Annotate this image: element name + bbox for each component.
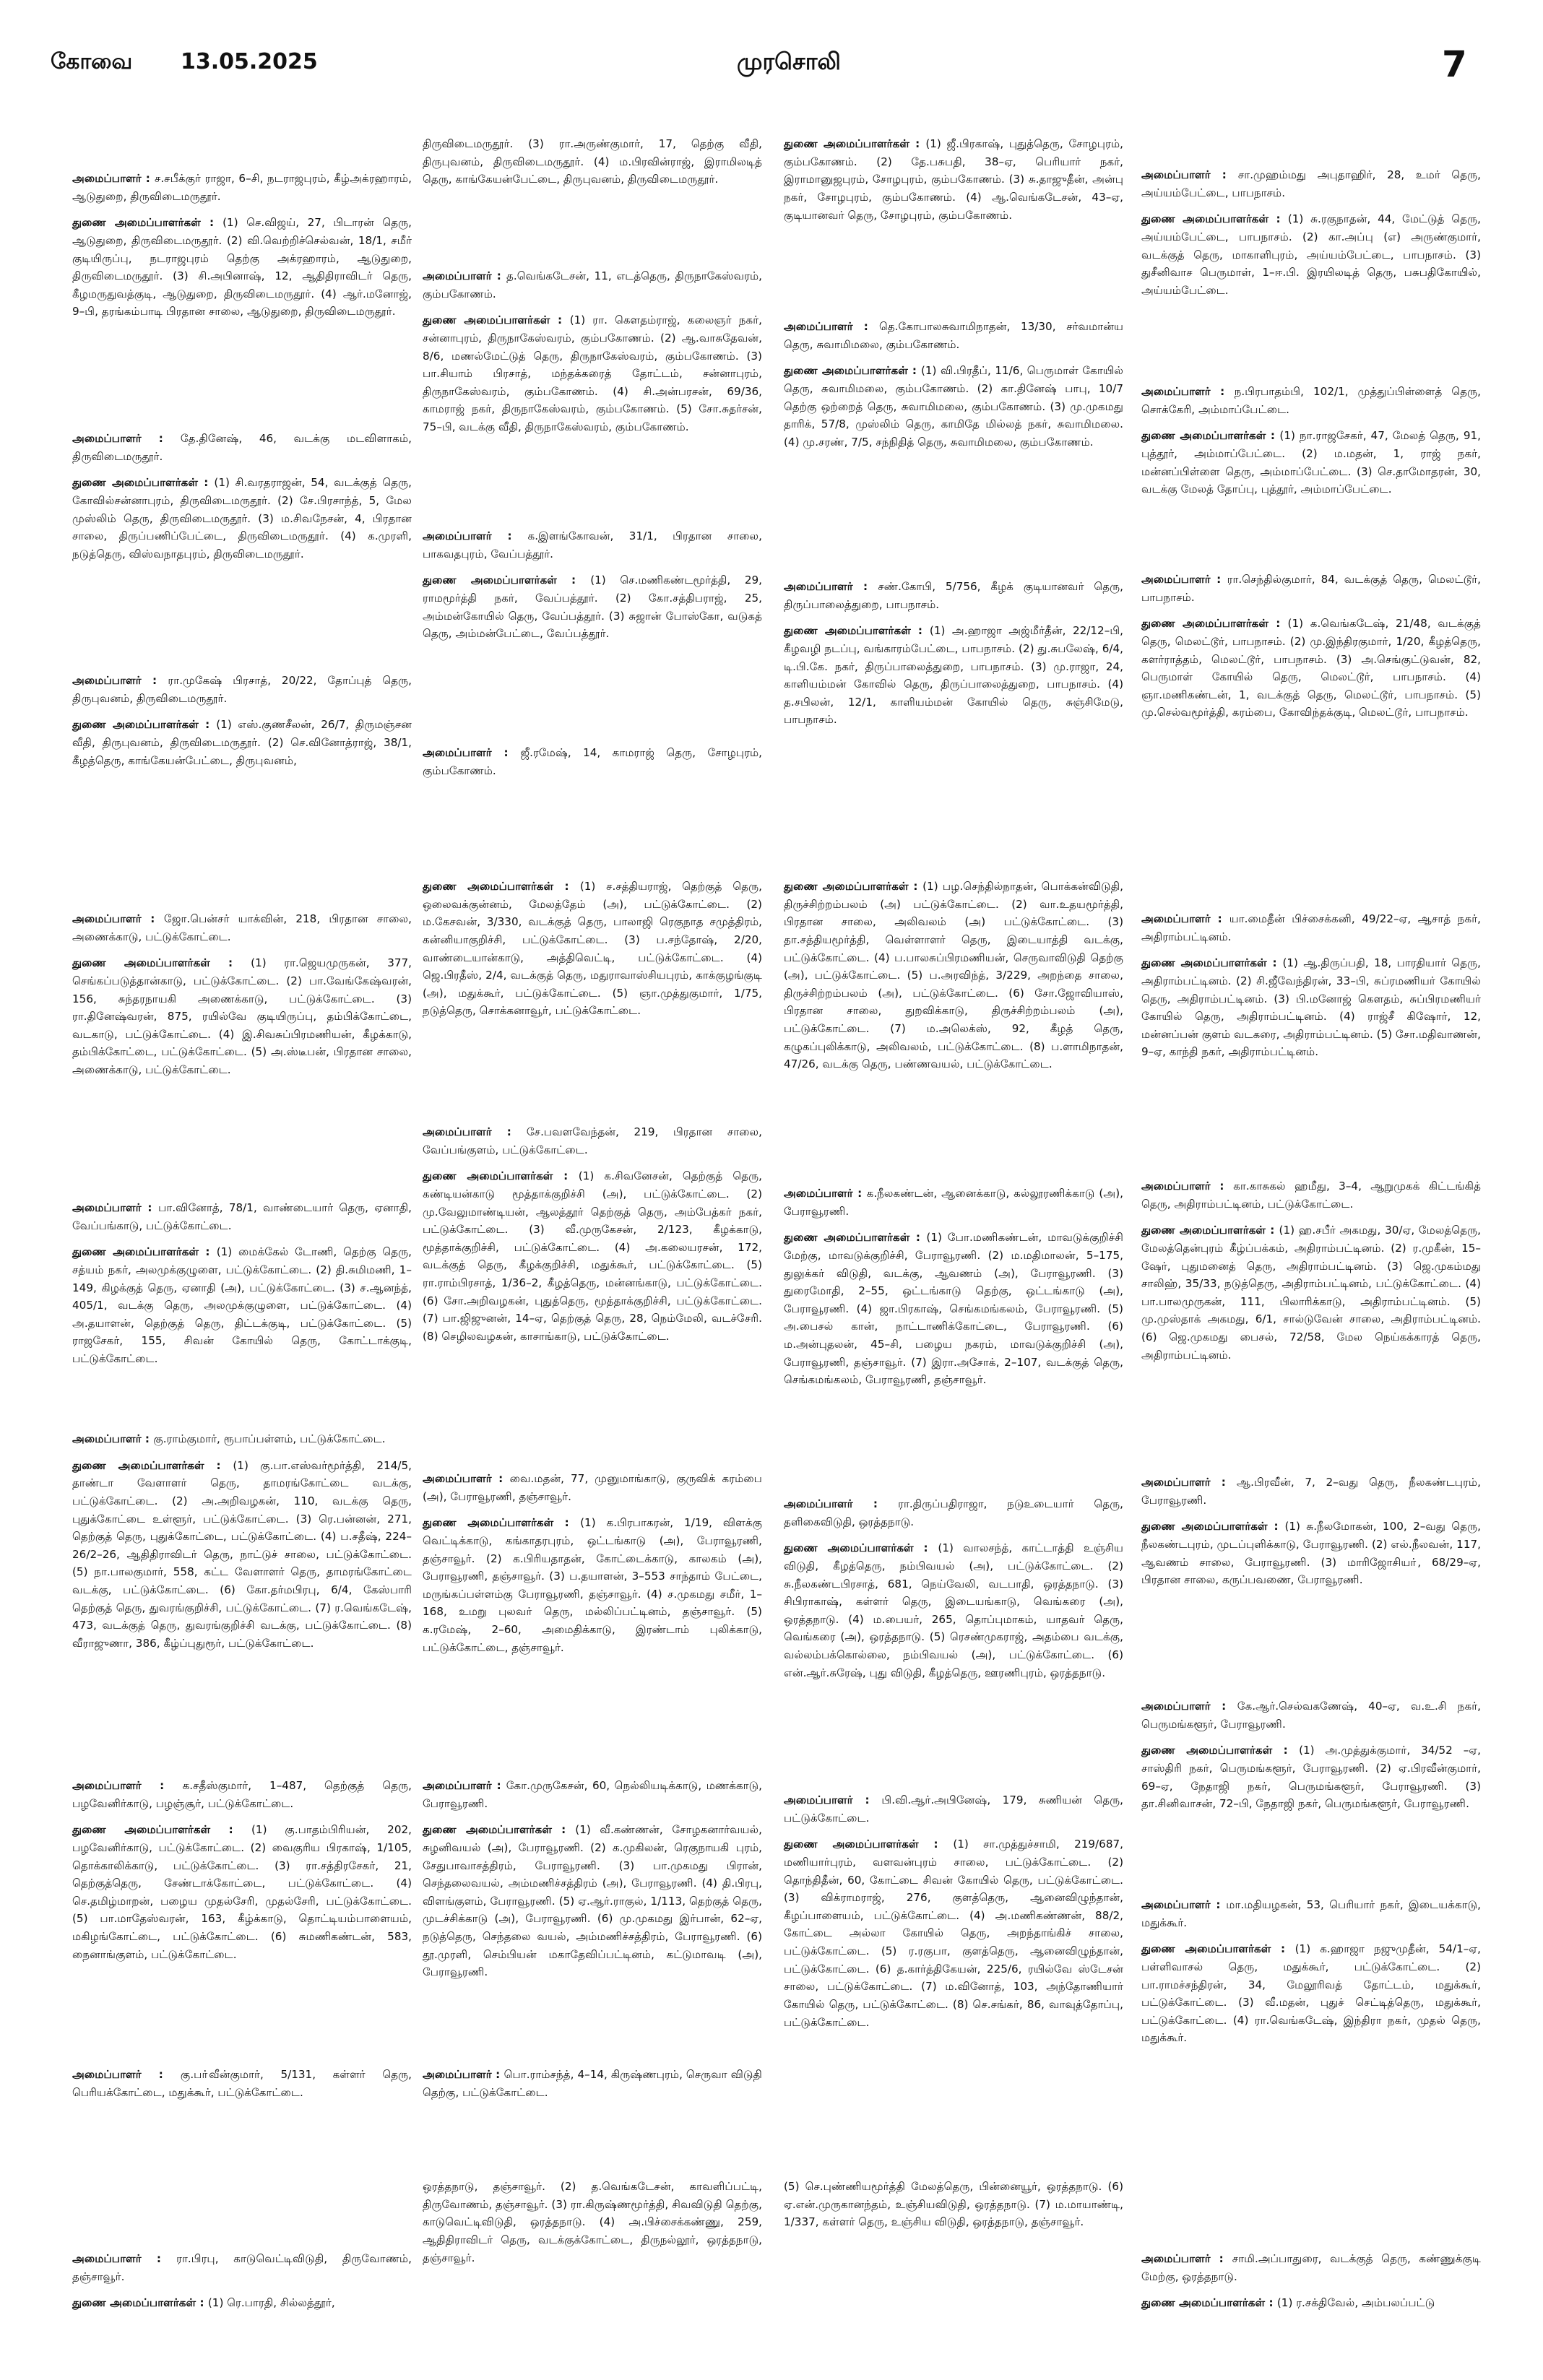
- listing-block: [784, 878, 1123, 1082]
- listing-paragraph-primary: [423, 1777, 762, 1812]
- listing-paragraph-primary: [1141, 571, 1481, 606]
- role-label: துணை அமைப்பாளர்கள் :: [1141, 1520, 1285, 1533]
- listing-text: ரா.திருப்பதிராஜா, நடுஉடையார் தெரு, தளிகைவிடுதி, ஒரத்தநாடு.: [784, 1497, 1123, 1528]
- listing-block: [72, 672, 412, 778]
- listing-paragraph-secondary: [784, 1229, 1123, 1389]
- listing-text: தெ.கோபாலசுவாமிநாதன், 13/30, சர்வமான்ய தெரு, சுவாமிமலை, கும்பகோணம்.: [784, 320, 1123, 351]
- listing-paragraph-secondary: [1141, 1741, 1481, 1813]
- listing-paragraph-secondary: [1141, 615, 1481, 722]
- listing-paragraph-primary: [72, 430, 412, 465]
- listing-paragraph-secondary: [72, 1243, 412, 1367]
- listing-paragraph-primary: [1141, 383, 1481, 418]
- masthead: [0, 0, 1543, 87]
- listing-text: (1) வி.பிரதீப், 11/6, பெருமாள் கோயில் தெரு, சுவாமிமலை, கும்பகோணம். (2) கா.தினேஷ் பாபு, 10/7 தெற்கு ஒற்றைத் தெரு, சுவாமிமலை, கும்பகோணம். (3) மு.முகமது தாரிக், 57/8, முஸ்லிம் தெரு, காமிதே மில்லத் நகர், சுவாமிமலை. (4) மு.சரண், 7/5, சந்நிதித் தெரு, சுவாமிமலை, கும்பகோணம்.: [784, 364, 1123, 449]
- role-label: துணை அமைப்பாளர்கள் :: [72, 1458, 233, 1472]
- role-label: துணை அமைப்பாளர்கள் :: [72, 1823, 251, 1837]
- role-label: அமைப்பாளர் :: [1141, 1898, 1227, 1911]
- listing-paragraph-secondary: [784, 1539, 1123, 1682]
- listing-text: (1) சு.நீலமோகன், 100, 2–வது தெரு, நீலகண்டபுரம், முடப்புளிக்காடு, பேராவூரணி. (2) எல்.நீலவன், 117, ஆவணம் சாலை, பேராவூரணி. (3) மாரிஜோசியா், 68/29–ஏ, பிரதான சாலை, கருப்பவணை, பேராவூரணி.: [1141, 1520, 1482, 1587]
- listing-text: (1) ரா. கௌதம்ராஜ், கலைஞர் நகர், சன்னாபுரம், திருநாகேஸ்வரம், கும்பகோணம். (2) ஆ.வாசுதேவன், 8/6, மணல்மேட்டுத் தெரு, திருநாகேஸ்வரம், கும்பகோணம். (3) பா.சியாம் பிரசாத், மந்தக்கரைத் தோட்டம், சன்னாபுரம், திருநாகேஸ்வரம், கும்பகோணம். (4) சி.அன்பரசன், 69/36, காமராஜ் நகர், திருநாகேஸ்வரம், கும்பகோணம். (5) சோ.சுதர்சன், 75–பி, வடக்கு வீதி, திருநாகேஸ்வரம், கும்பகோணம்.: [423, 313, 762, 433]
- role-label: அமைப்பாளர் :: [1141, 2252, 1232, 2265]
- listing-text: (1) ரா.ஜெயமுருகன், 377, செங்கப்படுத்தான்காடு, பட்டுக்கோட்டை. (2) பா.வேங்கேஷ்வரன், 156, சுந்தரநாயகி அணைக்காடு, பட்டுக்கோட்டை. (3) ரா.தினேஷ்வரன், 875, ரயில்வே குடியிருப்பு, தம்பிக்கோட்டை, வடகாடு, பட்டுக்கோட்டை. (4) இ.சிவசுப்பிரமணியன், கீழக்காடு, தம்பிக்கோட்டை, பட்டுக்கோட்டை. (5) அ.ஸ்டீபன், பிரதான சாலை, அணைக்காடு, பட்டுக்கோட்டை.: [72, 956, 412, 1076]
- listing-block: [423, 1470, 762, 1665]
- role-label: அமைப்பாளர் :: [72, 2252, 177, 2265]
- listing-paragraph-secondary: [423, 311, 762, 436]
- listing-paragraph-primary: [1141, 166, 1481, 202]
- listing-text: பி.வி.ஆர்.அபினேஷ், 179, சுணியன் தெரு, பட்டுக்கோட்டை.: [784, 1793, 1123, 1825]
- listing-block: [72, 1430, 412, 1661]
- role-label: அமைப்பாளர் :: [1141, 573, 1227, 586]
- listing-block: [1141, 1177, 1481, 1372]
- listing-paragraph-primary: [423, 744, 762, 779]
- role-label: அமைப்பாளர் :: [1141, 1180, 1234, 1193]
- newspaper-name: முரசொலி: [737, 48, 841, 75]
- role-label: துணை அமைப்பாளர்கள் :: [72, 718, 217, 732]
- listing-text: (1) நா.ராஜசேகர், 47, மேலத் தெரு, 91, புத்தூர், அம்மாப்பேட்டை. (2) ம.மதன், 1, ராஜ் நகர், மன்னப்பிள்ளை தெரு, அம்மாப்பேட்டை. (3) செ.தாமோதரன், 30, வடக்கு மேலத் தோப்பு, புத்தூர், அம்மாப்பேட்டை.: [1141, 429, 1481, 496]
- role-label: துணை அமைப்பாளர்கள் :: [784, 137, 926, 150]
- listing-text: (1) ஆ.திருப்பதி, 18, பாரதியார் தெரு, அதிராம்பட்டினம். (2) சி.ஜீவேந்திரன், 33–பி, சுப்ரமணியர் கோயில் தெரு, அதிராம்பட்டினம். (3) பி.மனோஜ் கௌதம், சுப்பிரமணியர் கோயில் தெரு, அதிராம்பட்டினம். (4) ராஜ்சீ கிஷோர், 12, மன்னப்பன் குளம் வடகரை, அதிராம்பட்டினம். (5) சோ.மதிவாணன், 9–ஏ, காந்தி நகர், அதிராம்பட்டினம்.: [1141, 956, 1481, 1059]
- listing-text: மா.மதியழகன், 53, பெரியார் நகர், இடையக்காடு, மதுக்கூர்.: [1141, 1898, 1481, 1929]
- listing-block: [423, 1123, 762, 1354]
- listing-paragraph-primary: [423, 1123, 762, 1159]
- role-label: அமைப்பாளர் :: [784, 1793, 882, 1806]
- listing-text: சா.முஹம்மது அபுதாஹிர், 28, உமர் தெரு, அய்யம்பேட்டை, பாபநாசம்.: [1141, 168, 1481, 199]
- listing-block: [1141, 1896, 1481, 2056]
- listing-text: கே.ஆர்.செல்வகணேஷ், 40–ஏ, வ.உ.சி நகர், பெருமங்களூர், பேராவூரணி.: [1141, 1700, 1481, 1731]
- listing-paragraph-primary: [72, 910, 412, 945]
- listing-text: ச.சபீக்குர் ராஜா, 6–சி, நடராஜபுரம், கீழ்அக்ரஹாரம், ஆடுதுறை, திருவிடைமருதூர்.: [72, 172, 412, 203]
- role-label: அமைப்பாளர் :: [1141, 168, 1238, 181]
- role-label: துணை அமைப்பாளர்கள் :: [784, 880, 923, 893]
- role-label: துணை அமைப்பாளர்கள் :: [784, 364, 921, 378]
- listing-block: [423, 1777, 762, 1990]
- role-label: அமைப்பாளர் :: [72, 1432, 154, 1445]
- role-label: அமைப்பாளர் :: [423, 1472, 510, 1485]
- listing-block: [784, 1495, 1123, 1690]
- listing-paragraph-primary: [784, 318, 1123, 353]
- listing-block: [72, 430, 412, 571]
- role-label: துணை அமைப்பாளர்கள் :: [1141, 956, 1283, 970]
- listing-paragraph-primary: [72, 1777, 412, 1812]
- listing-block: [72, 1199, 412, 1377]
- listing-block: [784, 135, 1123, 233]
- listing-text: யா.மைதீன் பிச்சைக்கனி, 49/22–ஏ, ஆசாத் நகர், அதிராம்பட்டினம்.: [1141, 912, 1481, 943]
- listing-block: [1141, 166, 1481, 308]
- listing-paragraph-primary: [72, 1430, 412, 1448]
- listing-text: (1) க.வெங்கடேஷ், 21/48, வடக்குத் தெரு, மெலட்டூர், பாபநாசம். (2) மு.இந்திரகுமார், 1/20, கீழத்தெரு, களர்ராத்தம், மெலட்டூர், பாபநாசம். (3) அ.செங்குட்டுவன், 82, பெருமாள் கோயில் தெரு, மெலட்டூர், பாபநாசம். (4) ஞா.மணிகண்டன், 1, வடக்குத் தெரு, மெலட்டூர், பாபநாசம். (5) மு.செல்வமூர்த்தி, கரம்பை, கோவிந்தக்குடி, மெலட்டூர், பாபநாசம்.: [1141, 617, 1481, 719]
- role-label: அமைப்பாளர் :: [423, 2068, 504, 2081]
- listing-text: தே.தினேஷ், 46, வடக்கு மடவிளாகம், திருவிடைமருதூர்.: [72, 432, 412, 463]
- listing-paragraph-primary: [784, 1185, 1123, 1220]
- listing-block: [423, 135, 762, 197]
- listing-text: ஜோ.பென்சர் யாக்வின், 218, பிரதான சாலை, அணைக்காடு, பட்டுக்கோட்டை.: [72, 912, 412, 943]
- listing-paragraph-primary: [72, 2066, 412, 2101]
- listing-text: பொ.ராம்சந்த், 4–14, கிருஷ்ணபுரம், செருவா விடுதி தெற்கு, பட்டுக்கோட்டை.: [423, 2068, 762, 2099]
- page-number: 7: [1442, 43, 1467, 85]
- listing-block: [72, 2066, 412, 2110]
- listing-text: கா.காசுகல் ஹமீது, 3–4, ஆறுமுகக் கிட்டங்கித் தெரு, அதிராம்பட்டினம், பட்டுக்கோட்டை.: [1141, 1180, 1481, 1211]
- role-label: துணை அமைப்பாளர்கள் :: [1141, 1744, 1300, 1757]
- listing-block: [1141, 910, 1481, 1070]
- listing-paragraph-primary: [423, 878, 762, 1020]
- role-label: அமைப்பாளர் :: [72, 2068, 181, 2081]
- listing-paragraph-secondary: [72, 954, 412, 1078]
- listing-paragraph-secondary: [72, 214, 412, 321]
- role-label: துணை அமைப்பாளர்கள் :: [1141, 1224, 1279, 1237]
- listing-paragraph-secondary: [1141, 210, 1481, 299]
- listing-text: த.வெங்கடேசன், 11, எடத்தெரு, திருநாகேஸ்வரம், கும்பகோணம்.: [423, 269, 762, 300]
- listing-paragraph-primary: [72, 1199, 412, 1234]
- listing-paragraph-secondary: [72, 474, 412, 563]
- role-label: துணை அமைப்பாளர்கள் :: [784, 1838, 954, 1851]
- role-label: துணை அமைப்பாளர்கள் :: [784, 1231, 927, 1245]
- role-label: அமைப்பாளர் :: [1141, 385, 1235, 398]
- listing-paragraph-primary: [423, 527, 762, 563]
- listing-text: (1) செ.மணிகண்டமூர்த்தி, 29, ராமமூர்த்தி நகர், வேப்பத்தூர். (2) கோ.சத்திபராஜ், 25, அம்மன்கோயில் தெரு, வேப்பத்தூர். (3) சுஜான் போஸ்கோ, வடுகத் தெரு, அம்மன்பேட்டை, வேப்பத்தூர்.: [423, 574, 762, 641]
- listing-paragraph-primary: [72, 170, 412, 205]
- listing-paragraph-primary: [423, 1470, 762, 1505]
- listing-text: (1) எஸ்.குணசீலன், 26/7, திருமஞ்சன வீதி, திருபுவனம், திருவிடைமருதூர். (2) செ.வினோத்ராஜ், 38/1, கீழத்தெரு, காங்கேயன்பேட்டை, திருபுவனம்,: [72, 718, 412, 767]
- role-label: அமைப்பாளர் :: [423, 1779, 506, 1792]
- listing-text: (1) ஹ.சபீர் அகமது, 30/ஏ, மேலத்தெரு, மேலத்தென்புரம் கீழ்ப்பக்கம், அதிராம்பட்டினம். (2) ர.முகீன், 15–ஷேர், புதுமனைத் தெரு, அதிராம்பட்டினம். (3) ஜெ.முகம்மது சாலிஹ், 35/33, நடுத்தெரு, அதிராம்பட்டினம், பட்டுக்கோட்டை. (4) பா.பாலமுருகன், 111, பிலாரிக்காடு, அதிராம்பட்டினம். (5) மு.முஸ்தாக் அகமது, 6/1, சால்டுவேன் சாலை, அதிராம்பட்டினம். (6) ஜெ.முகமது பைசல், 72/58, மேல நெய்கக்காரத் தெரு, அதிராம்பட்டினம்.: [1141, 1224, 1482, 1362]
- listing-text: ந.பிரபாதம்பி, 102/1, முத்துப்பிள்ளைத் தெரு, சொக்கேரி, அம்மாப்பேட்டை.: [1141, 385, 1481, 416]
- edition-city: கோவை: [51, 49, 133, 74]
- role-label: அமைப்பாளர் :: [72, 432, 181, 445]
- listing-paragraph-secondary: [784, 1835, 1123, 2031]
- listing-paragraph-primary: [423, 2066, 762, 2101]
- listing-paragraph-primary: [423, 2178, 762, 2267]
- listing-text: (1) போ.மணிகண்டன், மாவடுக்குறிச்சி மேற்கு, மாவடுக்குறிச்சி, பேராவூரணி. (2) ம.மதிமாலன், 5–175, துலுக்கர் விடுதி, வடக்கு, ஆவணம் (அ), பேராவூரணி. (3) துரைமோதி, 2–55, ஒட்டங்காடு தெற்கு, ஒட்டங்காடு (அ), பேராவூரணி. (4) ஜா.பிரகாஷ், செங்கமங்கலம், பேராவூரணி. (5) அ.பைசல் கான், நாட்டாணிக்கோட்டை, பேராவூரணி. (6) ம.அன்புதலன், 45–சி, பழைய நகரம், மாவடுக்குறிச்சி (அ), பேராவூரணி, தஞ்சாவூர். (7) இரா.அசோக், 2–107, வடக்குத் தெரு, செங்கமங்கலம், பேராவூரணி, தஞ்சாவூர்.: [784, 1231, 1124, 1387]
- listing-paragraph-secondary: [423, 1167, 762, 1345]
- listing-paragraph-secondary: [784, 362, 1123, 451]
- role-label: அமைப்பாளர் :: [423, 269, 506, 282]
- listing-text: ரா.செந்தில்குமார், 84, வடக்குத் தெரு, மெலட்டூர், பாபநாசம்.: [1141, 573, 1481, 604]
- role-label: அமைப்பாளர் :: [784, 580, 878, 593]
- listing-text: கோ.முருகேசன், 60, நெல்லியடிக்காடு, மணக்காடு, பேராவூரணி.: [423, 1779, 762, 1810]
- listing-text: (1) பழ.செந்தில்நாதன், பொக்கன்விடுதி, திருச்சிற்றம்பலம் (அ) பட்டுக்கோட்டை. (2) வா.உதயமூர்த்தி, பிரதான சாலை, அலிவலம் (அ) பட்டுக்கோட்டை. (3) தா.சத்தியமூர்த்தி, வெள்ளாளர் தெரு, இடையாத்தி வடக்கு, பட்டுக்கோட்டை. (4) ப.பாலசுப்பிரமணியன், செருவாவிடுதி தெற்கு (அ), பட்டுக்கோட்டை. (5) ப.அரவிந்த், 3/229, அறந்தை சாலை, திருச்சிற்றம்பலம் (அ), பட்டுக்கோட்டை. (6) சோ.ஜோவியாஸ், பிரதான சாலை, துறவிக்காடு, திருச்சிற்றம்பலம் (அ), பட்டுக்கோட்டை. (7) ம.அலெக்ஸ், 92, கீழத் தெரு, கழுகப்புலிக்காடு, அலிவலம், பட்டுக்கோட்டை. (8) ப.ளாமிநாதன், 47/26, வடக்கு தெரு, பண்ணவயல், பட்டுக்கோட்டை.: [784, 880, 1123, 1071]
- listing-text: க.இளங்கோவன், 31/1, பிரதான சாலை, பாகவதபுரம், வேப்பத்தூர்.: [423, 529, 762, 561]
- listing-paragraph-primary: [1141, 1177, 1481, 1213]
- role-label: அமைப்பாளர் :: [1141, 912, 1229, 925]
- listing-paragraph-secondary: [1141, 1221, 1481, 1364]
- listing-paragraph-primary: [784, 878, 1123, 1073]
- role-label: அமைப்பாளர் :: [423, 1125, 527, 1138]
- role-label: துணை அமைப்பாளர்கள் :: [423, 1823, 576, 1837]
- listing-block: [72, 170, 412, 329]
- role-label: துணை அமைப்பாளர்கள் :: [1141, 1942, 1295, 1956]
- role-label: துணை அமைப்பாளர்கள் :: [1141, 2296, 1277, 2310]
- listing-block: [423, 267, 762, 445]
- listing-paragraph-primary: [784, 135, 1123, 224]
- listing-text: கு.ராம்குமார், ரூபாப்பள்ளம், பட்டுக்கோட்டை.: [153, 1432, 386, 1445]
- listing-paragraph-primary: [1141, 2250, 1481, 2285]
- listing-block: [1141, 383, 1481, 507]
- listing-paragraph-primary: [784, 2178, 1123, 2231]
- listing-text: (1) ஜீ.பிரகாஷ், புதுத்தெரு, சோழபுரம், கும்பகோணம். (2) தே.பசுபதி, 38–ஏ, பெரியார் நகர், இராமானுஜபுரம், சோழபுரம், கும்பகோணம். (3) சு.தாஜுதீன், அன்பு நகர், சோழபுரம், கும்பகோணம். (4) ஆ.வெங்கடேசன், 43–ஏ, குடியானவர் தெரு, சோழபுரம், கும்பகோணம்.: [784, 137, 1123, 222]
- listing-block: [423, 2178, 762, 2275]
- listing-paragraph-secondary: [72, 716, 412, 769]
- role-label: துணை அமைப்பாளர்கள் :: [423, 880, 580, 893]
- listing-text: பா.வினோத், 78/1, வாண்டையார் தெரு, ஏனாதி, வேப்பங்காடு, பட்டுக்கோட்டை.: [72, 1201, 412, 1232]
- listing-paragraph-secondary: [1141, 2294, 1481, 2312]
- role-label: அமைப்பாளர் :: [423, 746, 521, 759]
- listing-text: க.சதீஸ்குமார், 1–487, தெற்குத் தெரு, பழவேனிர்காடு, பழஞ்சூர், பட்டுக்கோட்டை.: [72, 1779, 412, 1810]
- role-label: துணை அமைப்பாளர்கள் :: [1141, 429, 1280, 443]
- listing-block: [1141, 2250, 1481, 2321]
- listing-text: (1) சா.முத்துச்சாமி, 219/687, மணியார்புரம், வளவன்புரம் சாலை, பட்டுக்கோட்டை. (2) தொந்திதீன், 60, கோட்டை சிவன் கோயில் தெரு, பட்டுக்கோட்டை. (3) விக்ராமராஜ், 276, குளத்தெரு, ஆனைவிழுந்தான், கீழப்பாளையம், பட்டுக்கோட்டை. (4) அ.மணிகண்ணன், 88/2, கோட்டை அல்லா கோயில் தெரு, அறந்தாங்கிச் சாலை, பட்டுக்கோட்டை. (5) ர.ரகுபா, குளத்தெரு, ஆனைவிழுந்தான், பட்டுக்கோட்டை. (6) த.கார்த்திகேயன், 225/6, ரயில்வே ஸ்டேசன் சாலை, பட்டுக்கோட்டை. (7) ம.வினோத், 103, அந்தோணியார் கோயில் தெரு, பட்டுக்கோட்டை. (8) செ.சங்கர், 86, வாவுத்தோப்பு, பட்டுக்கோட்டை.: [784, 1838, 1123, 2029]
- listing-text: ஜீ.ரமேஷ், 14, காமராஜ் தெரு, சோழபுரம், கும்பகோணம்.: [423, 746, 762, 777]
- listing-paragraph-secondary: [784, 622, 1123, 729]
- role-label: அமைப்பாளர் :: [72, 1201, 159, 1214]
- role-label: துணை அமைப்பாளர்கள் :: [1141, 617, 1288, 631]
- role-label: அமைப்பாளர் :: [423, 529, 528, 542]
- listing-text: சே.பவளவேந்தன், 219, பிரதான சாலை, வேப்பங்குளம், பட்டுக்கோட்டை.: [423, 1125, 762, 1156]
- listing-paragraph-secondary: [1141, 1940, 1481, 2047]
- listing-block: [423, 2066, 762, 2110]
- role-label: அமைப்பாளர் :: [72, 674, 168, 687]
- listing-text: (1) கு.பாதம்பிரியன், 202, பழவேனிர்காடு, பட்டுக்கோட்டை. (2) வைகுரிய பிரகாஷ், 1/105, தொக்காலிக்காடு, பட்டுக்கோட்டை. (3) ரா.சத்திரசேகர், 21, தெற்குத்தெரு, சேண்டாக்கோட்டை, பட்டுக்கோட்டை. (4) செ.தமிழ்மாறன், பழைய முதல்சேரி, முதல்சேரி, பட்டுக்கோட்டை. (5) பா.மாதேஸ்வரன், 163, கீழ்க்காடு, தொட்டியம்பாளையம், மகிழங்கோட்டை, பட்டுக்கோட்டை. (6) சுமணிகண்டன், 583, நைனாங்குளம், பட்டுக்கோட்டை.: [72, 1823, 412, 1961]
- role-label: துணை அமைப்பாளர்கள் :: [423, 1169, 579, 1183]
- role-label: துணை அமைப்பாளர்கள் :: [784, 1541, 938, 1555]
- listing-paragraph-primary: [72, 2250, 412, 2285]
- listing-text: (1) க.சிவனேசன், தெற்குத் தெரு, கண்டியன்காடு மூத்தாக்குறிச்சி (அ), பட்டுக்கோட்டை. (2) மு.வேலுமாண்டியன், ஆலத்தூர் தெற்குத் தெரு, அம்பேத்கர் நகர், பட்டுக்கோட்டை. (3) வீ.முருகேசன், 2/123, கீழக்காடு, மூத்தாக்குறிச்சி, பட்டுக்கோட்டை. (4) அ.கலையரசன், 172, வடக்குத் தெரு, கீழக்குறிச்சி, மதுக்கூர், பட்டுக்கோட்டை. (5) ரா.ராம்பிரசாத், 1/36–2, கீழத்தெரு, மன்னங்காடு, பட்டுக்கோட்டை. (6) சோ.அறிவழகன், புதுத்தெரு, மூத்தாக்குறிச்சி, பட்டுக்கோட்டை. (7) பா.ஜிஜுனன், 14–ஏ, தெற்குத் தெரு, 28, நெம்மேலி, வடச்சேரி. (8) செழிலவழகன், காசாங்காடு, பட்டுக்கோட்டை.: [423, 1169, 762, 1343]
- listing-text: ரா.பிரபு, காடுவெட்டிவிடுதி, திருவோணம், தஞ்சாவூர்.: [72, 2252, 412, 2283]
- listing-paragraph-primary: [784, 1495, 1123, 1531]
- listing-block: [423, 878, 762, 1029]
- listing-text: (1) ச.சத்தியராஜ், தெற்குத் தெரு, ஒலைவக்குன்னம், மேலத்தேம் (அ), பட்டுக்கோட்டை. (2) ம.கேசவன், 3/330, வடக்குத் தெரு, பாலாஜி ரெகுநாத சமுத்திரம், கன்னியாகுறிச்சி, பட்டுக்கோட்டை. (3) ப.சந்தோஷ், 2/20, வாண்டையான்காடு, அத்திவெட்டி, பட்டுக்கோட்டை. (4) ஜெ.பிரதீஸ், 2/4, வடக்குத் தெரு, மதுராவாஸ்சியபுரம், காக்குழங்குடி (அ), மதுக்கூர், பட்டுக்கோட்டை. (5) ஞா.முத்துகுமார், 1/75, நடுத்தெரு, சொக்கனாவூர், பட்டுக்கோட்டை.: [423, 880, 762, 1018]
- listing-text: ஆ.பிரவீன், 7, 2–வது தெரு, நீலகண்டபுரம், பேராவூரணி.: [1141, 1476, 1481, 1507]
- edition-date: 13.05.2025: [181, 49, 318, 74]
- listing-paragraph-primary: [784, 578, 1123, 613]
- role-label: அமைப்பாளர் :: [1141, 1700, 1237, 1713]
- listing-text: (1) செ.விஜய், 27, பிடாரன் தெரு, ஆடுதுறை, திருவிடைமருதூர். (2) வி.வெற்றிச்செல்வன், 18/1, சமீர் குடியிருப்பு, நடராஜபுரம் தெற்கு அக்ரஹாரம், ஆடுதுறை, திருவிடைமருதூர். (3) சி.அபினாஷ், 12, ஆதிதிராவிடர் தெரு, கீழமருதுவத்குடி, ஆடுதுறை, திருவிடைமருதூர். (4) ஆர்.மனோஜ், 9–பி, தரங்கம்பாடி பிரதான சாலை, ஆடுதுறை, திருவிடைமருதூர்.: [72, 216, 412, 319]
- role-label: துணை அமைப்பாளர்கள் :: [72, 1245, 217, 1259]
- listing-paragraph-secondary: [72, 1457, 412, 1653]
- listing-paragraph-primary: [1141, 1896, 1481, 1931]
- listing-block: [1141, 571, 1481, 730]
- role-label: அமைப்பாளர் :: [72, 1779, 183, 1792]
- listing-text: (1) ரெ.பாரதி, சில்லத்தூர்,: [207, 2296, 335, 2310]
- role-label: துணை அமைப்பாளர்கள் :: [423, 1516, 581, 1530]
- listing-block: [784, 1185, 1123, 1398]
- role-label: துணை அமைப்பாளர்கள் :: [423, 574, 591, 587]
- listing-paragraph-primary: [423, 267, 762, 303]
- listing-text: (1) அ.ஹாஜா அஜ்மீர்தீன், 22/12–பி, கீழவழி நடப்பு, வங்காரம்பேட்டை, பாபநாசம். (2) து.சுபலேஷ், 6/4, டி.பி.கே. நகர், திருப்பாலைத்துறை, பாபநாசம். (3) மு.ராஜா, 24, காளியம்மன் கோவில் தெரு, திருப்பாலைத்துறை, பாபநாசம். (4) த.சபிலன், 12/1, காளியம்மன் கோயில் தெரு, சுஞ்சிமேடு, பாபநாசம்.: [784, 624, 1123, 727]
- listing-text: (1) வீ.கண்ணன், சோழகனார்வயல், சுழனிவயல் (அ), பேராவூரணி. (2) க.முகிலன், ரெகுநாயகி புரம், சேதுபாவாசத்திரம், பேராவூரணி. (3) பா.முகமது பிரான், செந்தலைவயல், அம்மணிச்சத்திரம் (அ), பேராவூரணி. (4) தி.பிரபு, விளங்குளம், பேராவூரணி. (5) ஏ.ஆர்.ராகுல், 1/113, தெற்குத் தெரு, முடச்சிக்காடு (அ), பேராவூரணி. (6) மு.முகமது இர்பான், 62–ஏ, நடுத்தெரு, செந்தலை வயல், அம்மணிச்சத்திரம், பேராவூரணி. (6) தூ.முரளி, செம்பியன் மகாதேவிப்பட்டினம், கட்டுமாவடி (அ), பேராவூரணி.: [423, 1823, 762, 1979]
- listing-block: [1141, 1474, 1481, 1598]
- listing-text: க.நீலகண்டன், ஆனைக்காடு, கல்லூரணிக்காடு (அ), பேராவூரணி.: [784, 1187, 1123, 1218]
- listing-paragraph-secondary: [423, 1821, 762, 1981]
- listing-text: கு.பா்வீன்குமார், 5/131, கள்ளர் தெரு, பெரியக்கோட்டை, மதுக்கூர், பட்டுக்கோட்டை.: [72, 2068, 412, 2099]
- listing-paragraph-primary: [1141, 1474, 1481, 1509]
- listing-block: [72, 1777, 412, 1972]
- listing-paragraph-secondary: [1141, 954, 1481, 1061]
- listing-paragraph-secondary: [1141, 427, 1481, 498]
- role-label: துணை அமைப்பாளர்கள் :: [1141, 212, 1288, 226]
- listing-text: (1) மைக்கேல் டோணி, தெற்கு தெரு, சத்யம் நகர், அலமுக்குழுளை, பட்டுக்கோட்டை. (2) தி.சுமிமணி, 1–149, கிழக்குத் தெரு, ஏனாதி (அ), பட்டுக்கோட்டை. (3) ச.ஆனந்த், 405/1, வடக்கு தெரு, அலமுக்குழுளை, பட்டுக்கோட்டை. (4) அ.தயாளன், தெற்குத் தெரு, திட்டக்குடி, பட்டுக்கோட்டை. (5) ராஜசேகர், 155, சிவன் கோயில் தெரு, கோட்டாக்குடி, பட்டுக்கோட்டை.: [72, 1245, 412, 1365]
- listing-text: (1) க.ஹாஜா நஜுமுதீன், 54/1–ஏ, பள்ளிவாசல் தெரு, மதுக்கூர், பட்டுக்கோட்டை. (2) பா.ராமச்சந்திரன், 34, மேலூரிவத் தோட்டம், மதுக்கூர், பட்டுக்கோட்டை. (3) வீ.மதன், புதுச் செட்டித்தெரு, மதுக்கூர், பட்டுக்கோட்டை. (4) ரா.வெங்கடேஷ், இந்திரா நகர், முதல் தெரு, மதுக்கூர்.: [1141, 1942, 1481, 2045]
- listing-block: [784, 578, 1123, 737]
- listing-block: [423, 744, 762, 788]
- listing-block: [784, 1791, 1123, 2040]
- listing-paragraph-secondary: [72, 1821, 412, 1963]
- listing-paragraph-secondary: [72, 2294, 412, 2312]
- listing-text: (1) க.பிரபாகரன், 1/19, விளக்கு வெட்டிக்காடு, கங்காதரபுரம், ஒட்டங்காடு (அ), பேராவூரணி, தஞ்சாவூர். (2) க.பிரியதாதன், கோட்டைக்காடு, காலகம் (அ), பேராவூரணி, தஞ்சாவூர். (3) ப.தயாளன், 3–553 சாந்தாம் பேட்டை, மருங்கப்பள்ளம்கு பேராவூரணி, தஞ்சாவூர். (4) ச.முகமது சமீர், 1–168, உமறு புலவர் தெரு, மல்லிப்பட்டினம், தஞ்சாவூர். (5) க.ரமேஷ், 2–60, அமைதிக்காடு, இரண்டாம் புலிக்காடு, பட்டுக்கோட்டை, தஞ்சாவூர்.: [423, 1516, 762, 1654]
- listing-paragraph-secondary: [423, 1514, 762, 1656]
- role-label: அமைப்பாளர் :: [784, 320, 879, 333]
- role-label: அமைப்பாளர் :: [72, 912, 165, 925]
- listing-text: திருவிடைமருதூர். (3) ரா.அருண்குமார், 17, தெற்கு வீதி, திருபுவனம், திருவிடைமருதூர். (4) ம.பிரவின்ராஜ், இராமிலடித் தெரு, காங்கேயன்பேட்டை, திருபுவனம், திருவிடைமருதூர்.: [423, 137, 762, 186]
- listing-text: ஒரத்தநாடு, தஞ்சாவூர். (2) த.வெங்கடேசன், காவளிப்பட்டி, திருவோணம், தஞ்சாவூர். (3) ரா.கிருஷ்ணமூர்த்தி, சிவவிடுதி தெற்கு, காடுவெட்டிவிடுதி, ஒரத்தநாடு. (4) அ.பிச்சைக்கண்ணு, 259, ஆதிதிராவிடர் தெரு, வடக்குக்கோட்டை, திருநல்லூர், ஒரத்தநாடு, தஞ்சாவூர்.: [423, 2180, 762, 2264]
- listing-text: சாமி.அப்பாதுரை, வடக்குத் தெரு, கண்ணுக்குடி மேற்கு, ஒரத்தநாடு.: [1141, 2252, 1481, 2283]
- role-label: துணை அமைப்பாளர்கள் :: [72, 216, 223, 230]
- listing-text: (1) அ.முத்துக்குமார், 34/52 –ஏ, சாஸ்திரி நகர், பெருமங்களூர், பேராவூரணி. (2) ஏ.பிரவீன்குமார், 69–ஏ, நேதாஜி நகர், பெருமங்களூர், பேராவூரணி. (3) தா.சினிவாசன், 72–பி, நேதாஜி நகர், பெருமங்களூர், பேராவூரணி.: [1141, 1744, 1481, 1811]
- role-label: துணை அமைப்பாளர்கள் :: [72, 476, 215, 490]
- listing-text: (1) வாலசந்த், காட்டாத்தி உஞ்சிய விடுதி, கீழத்தெரு, நம்பிவயல் (அ), பட்டுக்கோட்டை. (2) சு.நீலகண்டபிரசாத், 681, நெய்வேலி, வடபாதி, ஒரத்தநாடு. (3) சிபிராகாஷ், கள்ளர் தெரு, இடையங்காடு, வெங்கரை (அ), ஒரத்தநாடு. (4) ம.பையர், 265, தொப்புமாகம், யாதவர் தெரு, வெங்கரை (அ), ஒரத்தநாடு. (5) ரெசண்முகராஜ், அதம்பை வடக்கு, வல்லம்பக்கொல்லை, நம்பிவயல் (அ), பட்டுக்கோட்டை. (6) என்.ஆர்.சுரேஷ், புது விடுதி, கீழத்தெரு, ஊரணிபுரம், ஒரத்தநாடு.: [784, 1541, 1123, 1679]
- listing-text: ரா.முகேஷ் பிரசாத், 20/22, தோப்புத் தெரு, திருபுவனம், திருவிடைமருதூர்.: [72, 674, 412, 705]
- listing-paragraph-secondary: [423, 571, 762, 643]
- role-label: அமைப்பாளர் :: [1141, 1476, 1237, 1489]
- listing-block: [72, 910, 412, 1088]
- listing-block: [784, 2178, 1123, 2240]
- listing-text: (1) கு.பா.எஸ்வர்மூர்த்தி, 214/5, தாண்டா வேளாளர் தெரு, தாமரங்கோட்டை வடக்கு, பட்டுக்கோட்டை. (2) அ.அறிவழகன், 110, வடக்கு தெரு, புதுக்கோட்டை உள்ளூர், பட்டுக்கோட்டை. (3) ரெ.பன்னன், 271, தெற்குத் தெரு, புதுக்கோட்டை, பட்டுக்கோட்டை. (4) ப.சதீஷ், 224–26/2–26, ஆதிதிராவிடர் தெரு, நாட்டுச் சாலை, பட்டுக்கோட்டை. (5) நா.பாலகுமார், 558, கட்ட வேளாளர் தெரு, தாமரங்கோட்டை வடக்கு, பட்டுக்கோட்டை. (6) கோ.தர்மபிரபு, 6/4, கேஸ்பாரி தெற்குத் தெரு, துவரங்குறிச்சி, பட்டுக்கோட்டை. (7) ர.வெங்கடேஷ், 473, வடக்குத் தெரு, துவரங்குறிச்சி வடக்கு, பட்டுக்கோட்டை. (8) வீராஜுணா, 386, கீழ்ப்புதுரூர், பட்டுக்கோட்டை.: [72, 1458, 412, 1650]
- listing-text: வை.மதன், 77, முனுமாங்காடு, குருவிக் கரம்பை (அ), பேராவூரணி, தஞ்சாவூர்.: [423, 1472, 762, 1503]
- listing-paragraph-primary: [72, 672, 412, 707]
- listing-text: (1) சு.ரகுநாதன், 44, மேட்டுத் தெரு, அய்யம்பேட்டை, பாபநாசம். (2) கா.அப்பு (எ) அருண்குமார், வடக்குத் தெரு, மாகாளிபுரம், அய்யம்பேட்டை, பாபநாசம். (3) துசீனிவாச பெருமாள், 1–ஈ.பி. இரயிலடித் தெரு, பசுபதிகோயில், அய்யம்பேட்டை.: [1141, 212, 1482, 297]
- role-label: துணை அமைப்பாளர்கள் :: [423, 313, 570, 327]
- role-label: துணை அமைப்பாளர்கள் :: [784, 624, 930, 638]
- listing-block: [1141, 1697, 1481, 1822]
- listing-block: [423, 527, 762, 652]
- listing-block: [72, 2250, 412, 2321]
- role-label: துணை அமைப்பாளர்கள் :: [72, 2296, 208, 2310]
- role-label: துணை அமைப்பாளர்கள் :: [72, 956, 251, 970]
- listing-paragraph-secondary: [1141, 1518, 1481, 1589]
- listing-paragraph-primary: [1141, 1697, 1481, 1733]
- listing-paragraph-primary: [1141, 910, 1481, 945]
- listing-text: சண்.கோபி, 5/756, கீழக் குடியானவர் தெரு, திருப்பாலைத்துறை, பாபநாசம்.: [784, 580, 1123, 611]
- listing-text: (1) சி.வரதராஜன், 54, வடக்குத் தெரு, கோவில்சன்னாபுரம், திருவிடைமருதூர். (2) சே.பிரசாந்த், 5, மேல முஸ்லிம் தெரு, திருவிடைமருதூர். (3) ம.சிவநேசன், 4, பிரதான சாலை, திருப்பணிப்பேட்டை, திருவிடைமருதூர். (4) க.முரளி, நடுத்தெரு, விஸ்வநாதபுரம், திருவிடைமருதூர்.: [72, 476, 412, 561]
- role-label: அமைப்பாளர் :: [72, 172, 155, 185]
- listing-paragraph-primary: [423, 135, 762, 189]
- listing-block: [784, 318, 1123, 459]
- role-label: அமைப்பாளர் :: [784, 1497, 899, 1510]
- listing-text: (1) ர.சக்திவேல், அம்பலப்பட்டு: [1276, 2296, 1435, 2310]
- listing-paragraph-primary: [784, 1791, 1123, 1827]
- listing-text: (5) செ.புண்ணியமூர்த்தி மேலத்தெரு, பின்னையூர், ஒரத்தநாடு. (6) ஏ.என்.முருகானந்தம், உஞ்சியவிடுதி, ஒரத்தநாடு. (7) ம.மாயாண்டி, 1/337, கள்ளர் தெரு, உஞ்சிய விடுதி, ஒரத்தநாடு, தஞ்சாவூர்.: [784, 2180, 1123, 2229]
- role-label: அமைப்பாளர் :: [784, 1187, 867, 1200]
